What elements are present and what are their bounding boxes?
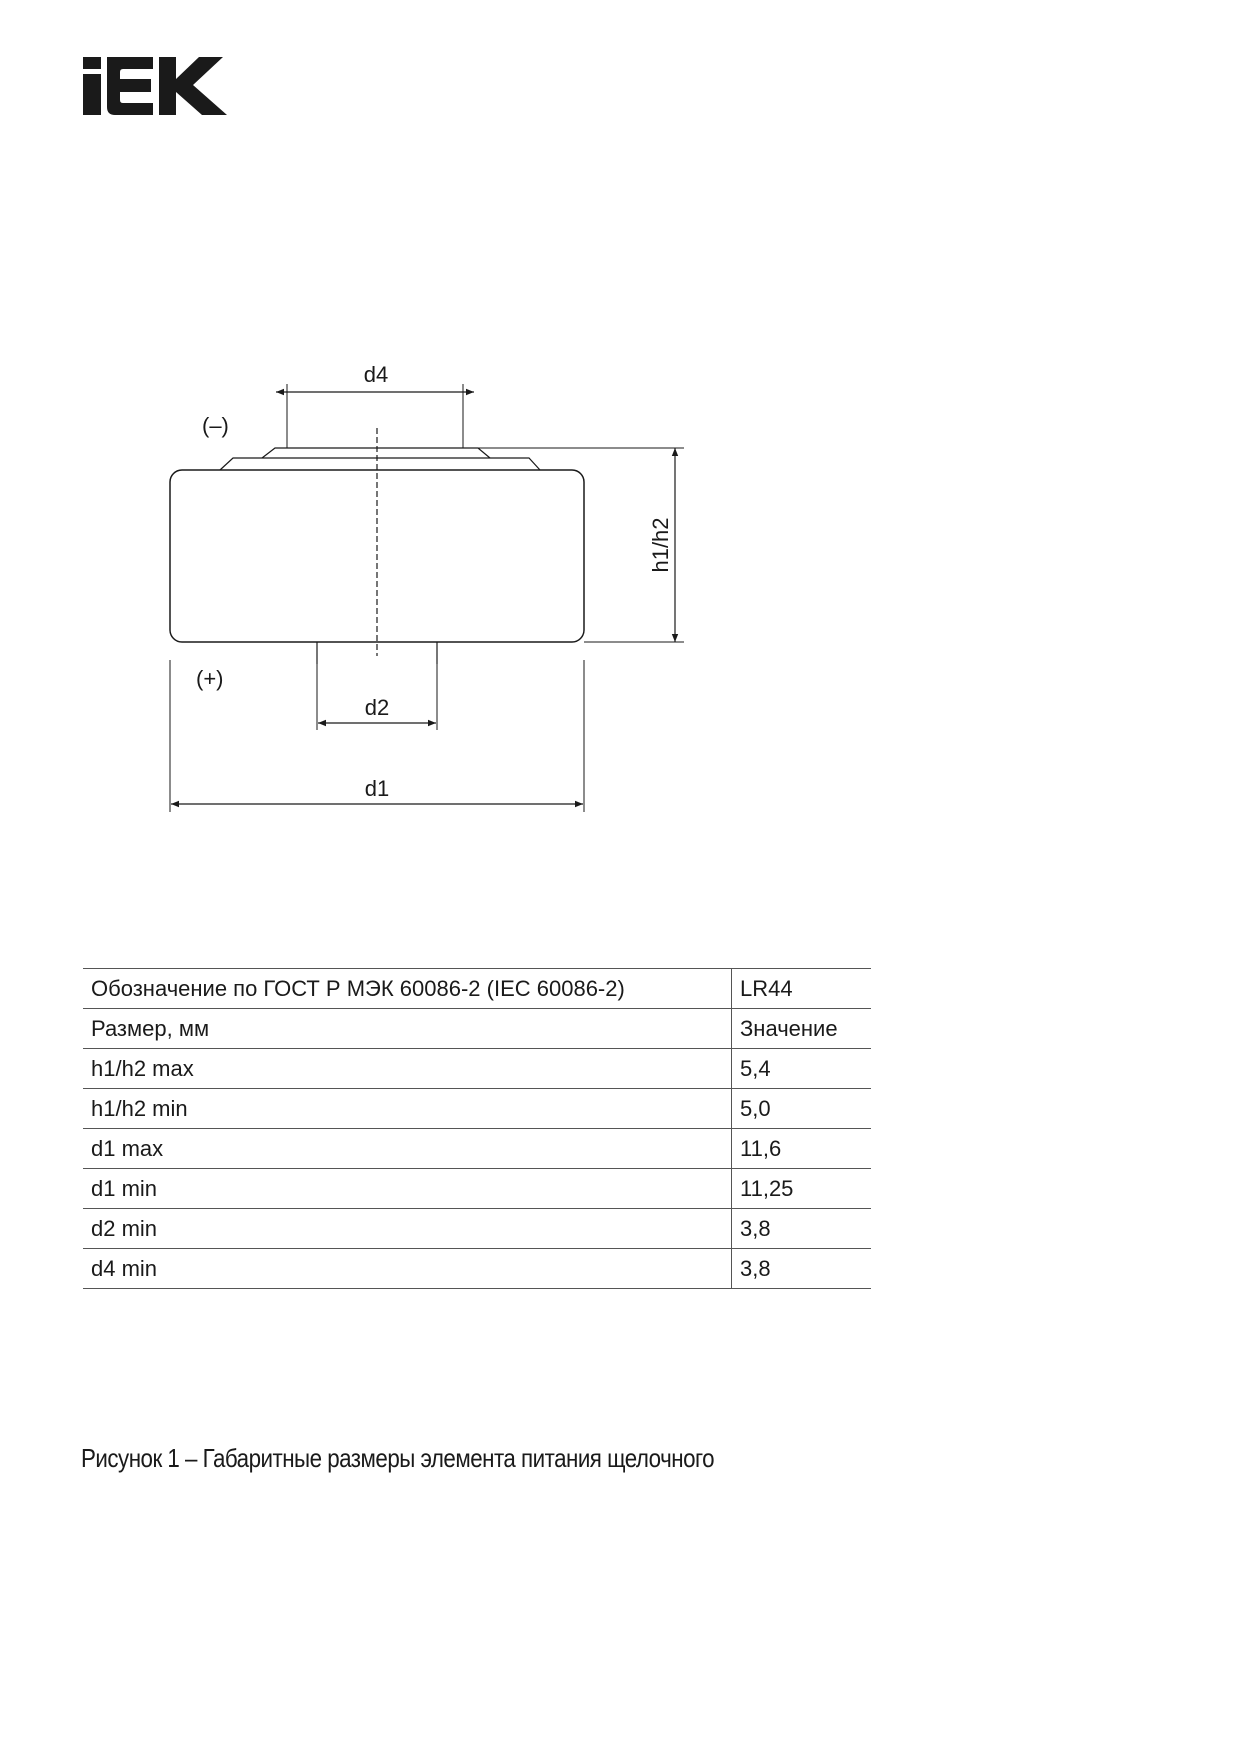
table-row bbox=[83, 1049, 871, 1089]
row-name: d4 min bbox=[83, 1249, 732, 1289]
table-row bbox=[83, 1169, 871, 1209]
figure-caption: Рисунок 1 – Габаритные размеры элемента питания щелочного bbox=[81, 1443, 715, 1473]
label-h1h2: h1/h2 bbox=[648, 517, 673, 573]
table-row bbox=[83, 1129, 871, 1169]
row-value: 11,6 bbox=[732, 1129, 872, 1169]
row-value: 3,8 bbox=[732, 1249, 872, 1289]
row-name: h1/h2 min bbox=[83, 1089, 732, 1129]
row-name: Обозначение по ГОСТ Р МЭК 60086-2 (IEC 60086-2) bbox=[83, 969, 732, 1009]
dimensions-table bbox=[83, 968, 871, 1289]
row-value: 5,4 bbox=[732, 1049, 872, 1089]
row-name: Размер, мм bbox=[83, 1009, 732, 1049]
table-row bbox=[83, 1249, 871, 1289]
table-row bbox=[83, 1009, 871, 1049]
label-d1: d1 bbox=[364, 776, 390, 801]
label-d4: d4 bbox=[363, 362, 389, 387]
row-value: 3,8 bbox=[732, 1209, 872, 1249]
row-name: d2 min bbox=[83, 1209, 732, 1249]
row-value: 5,0 bbox=[732, 1089, 872, 1129]
row-name: h1/h2 max bbox=[83, 1049, 732, 1089]
label-d2: d2 bbox=[364, 695, 390, 720]
table-row bbox=[83, 1089, 871, 1129]
table-row bbox=[83, 1209, 871, 1249]
row-name: d1 min bbox=[83, 1169, 732, 1209]
row-value: 11,25 bbox=[732, 1169, 872, 1209]
row-name: d1 max bbox=[83, 1129, 732, 1169]
table-row bbox=[83, 969, 871, 1009]
row-value: Значение bbox=[732, 1009, 872, 1049]
label-minus: (–) bbox=[202, 413, 229, 438]
label-plus: (+) bbox=[196, 666, 224, 691]
row-value: LR44 bbox=[732, 969, 872, 1009]
